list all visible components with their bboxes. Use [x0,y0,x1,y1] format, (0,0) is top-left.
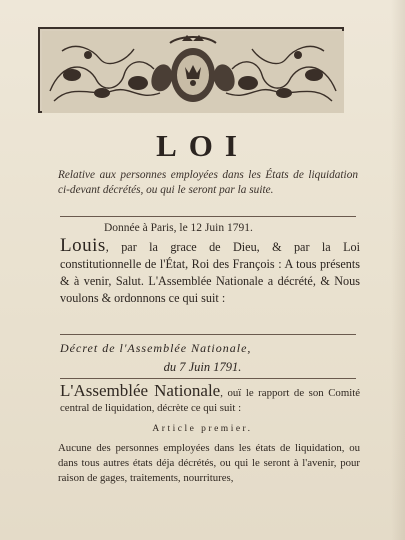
preamble-initial: Louis [60,235,106,256]
preamble-text: , par la grace de Dieu, & par la Loi constitutionnelle de l'État, Roi des François : A tous présents & à venir, Salut. L'Assemblée Nationale a décrété, & Nous voulons & ordonnons ce qui suit : [60,240,360,305]
divider-rule-lower [60,378,356,379]
document-subtitle: Relative aux personnes employées dans les États de liquidation ci-devant décrétés, ou qui le seront par la suite. [58,169,358,196]
decree-date: du 7 Juin 1791. [163,360,242,374]
date-line: Donnée à Paris, le 12 Juin 1791. [104,222,253,234]
article-heading: Article premier. [152,424,253,434]
assembly-initial: L'Assemblée Nationale [60,381,221,400]
article-body: Aucune des personnes employées dans les états de liquidation, ou dans tous autres états déja décrétés, ou qui le seront à l'avenir, pour raison de gages, traitements, nourritures, [58,442,360,484]
divider-rule-top [60,216,356,217]
royal-preamble [60,237,360,307]
assembly-text: , ouï le rapport de son Comité central de liquidation, décrète ce qui suit : [60,387,361,414]
assembly-paragraph [60,383,360,416]
document-title: LOI [156,128,249,163]
divider-rule-middle [60,334,356,335]
vignette-engraving [42,31,344,113]
decree-heading: Décret de l'Assemblée Nationale, [60,341,252,355]
page-fold-shadow [391,0,405,540]
ornamental-vignette [38,27,344,113]
